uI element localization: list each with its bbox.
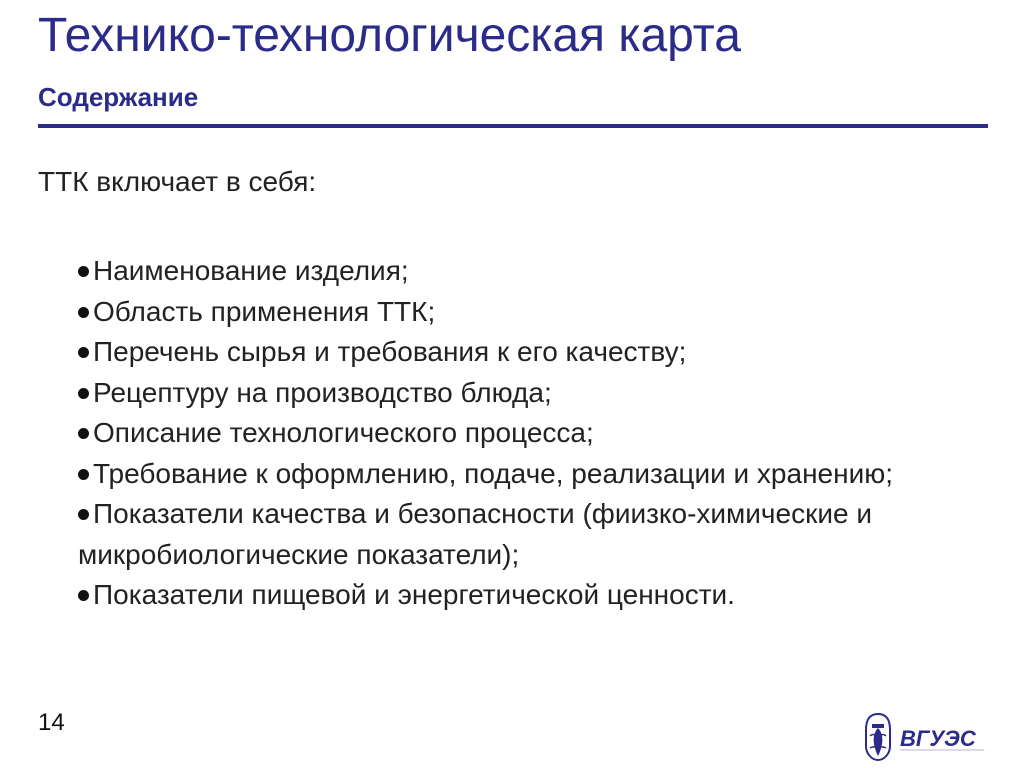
slide-title: Технико-технологическая карта <box>38 9 741 62</box>
list-item <box>78 494 958 575</box>
list-item-text: Область применения ТТК; <box>93 295 436 327</box>
bullet-dot-icon <box>78 347 89 358</box>
university-logo-icon <box>864 712 990 762</box>
list-item <box>78 413 958 454</box>
list-item-text: Описание технологического процесса; <box>93 417 594 448</box>
bullet-dot-icon <box>78 590 89 601</box>
list-item-text: Рецептуру на производство блюда; <box>93 376 552 408</box>
intro-text: ТТК включает в себя: <box>38 166 317 197</box>
bullet-dot-icon <box>78 307 89 318</box>
list-item-text: Требование к оформлению, подаче, реализации и хранению; <box>93 457 893 489</box>
page-number: 14 <box>38 709 65 736</box>
list-item <box>78 454 958 495</box>
list-item <box>78 251 958 292</box>
list-item-text: Показатели качества и безопасности (фиизко-химические и микробиологические показатели); <box>78 498 872 570</box>
content-bullet-list <box>78 251 958 616</box>
list-item-text: Наименование изделия; <box>93 255 409 286</box>
slide-subtitle: Содержание <box>38 82 199 112</box>
bullet-dot-icon <box>78 469 89 480</box>
bullet-dot-icon <box>78 509 89 520</box>
bullet-dot-icon <box>78 428 89 439</box>
title-divider <box>38 124 988 128</box>
bullet-dot-icon <box>78 266 89 277</box>
list-item <box>78 292 958 333</box>
list-item-text: Показатели пищевой и энергетической ценности. <box>93 579 735 610</box>
list-item <box>78 373 958 414</box>
list-item <box>78 575 958 616</box>
svg-text:ВГУЭС: ВГУЭС <box>900 726 976 751</box>
bullet-dot-icon <box>78 388 89 399</box>
list-item-text: Перечень сырья и требования к его качеству; <box>93 336 687 367</box>
list-item <box>78 332 958 373</box>
